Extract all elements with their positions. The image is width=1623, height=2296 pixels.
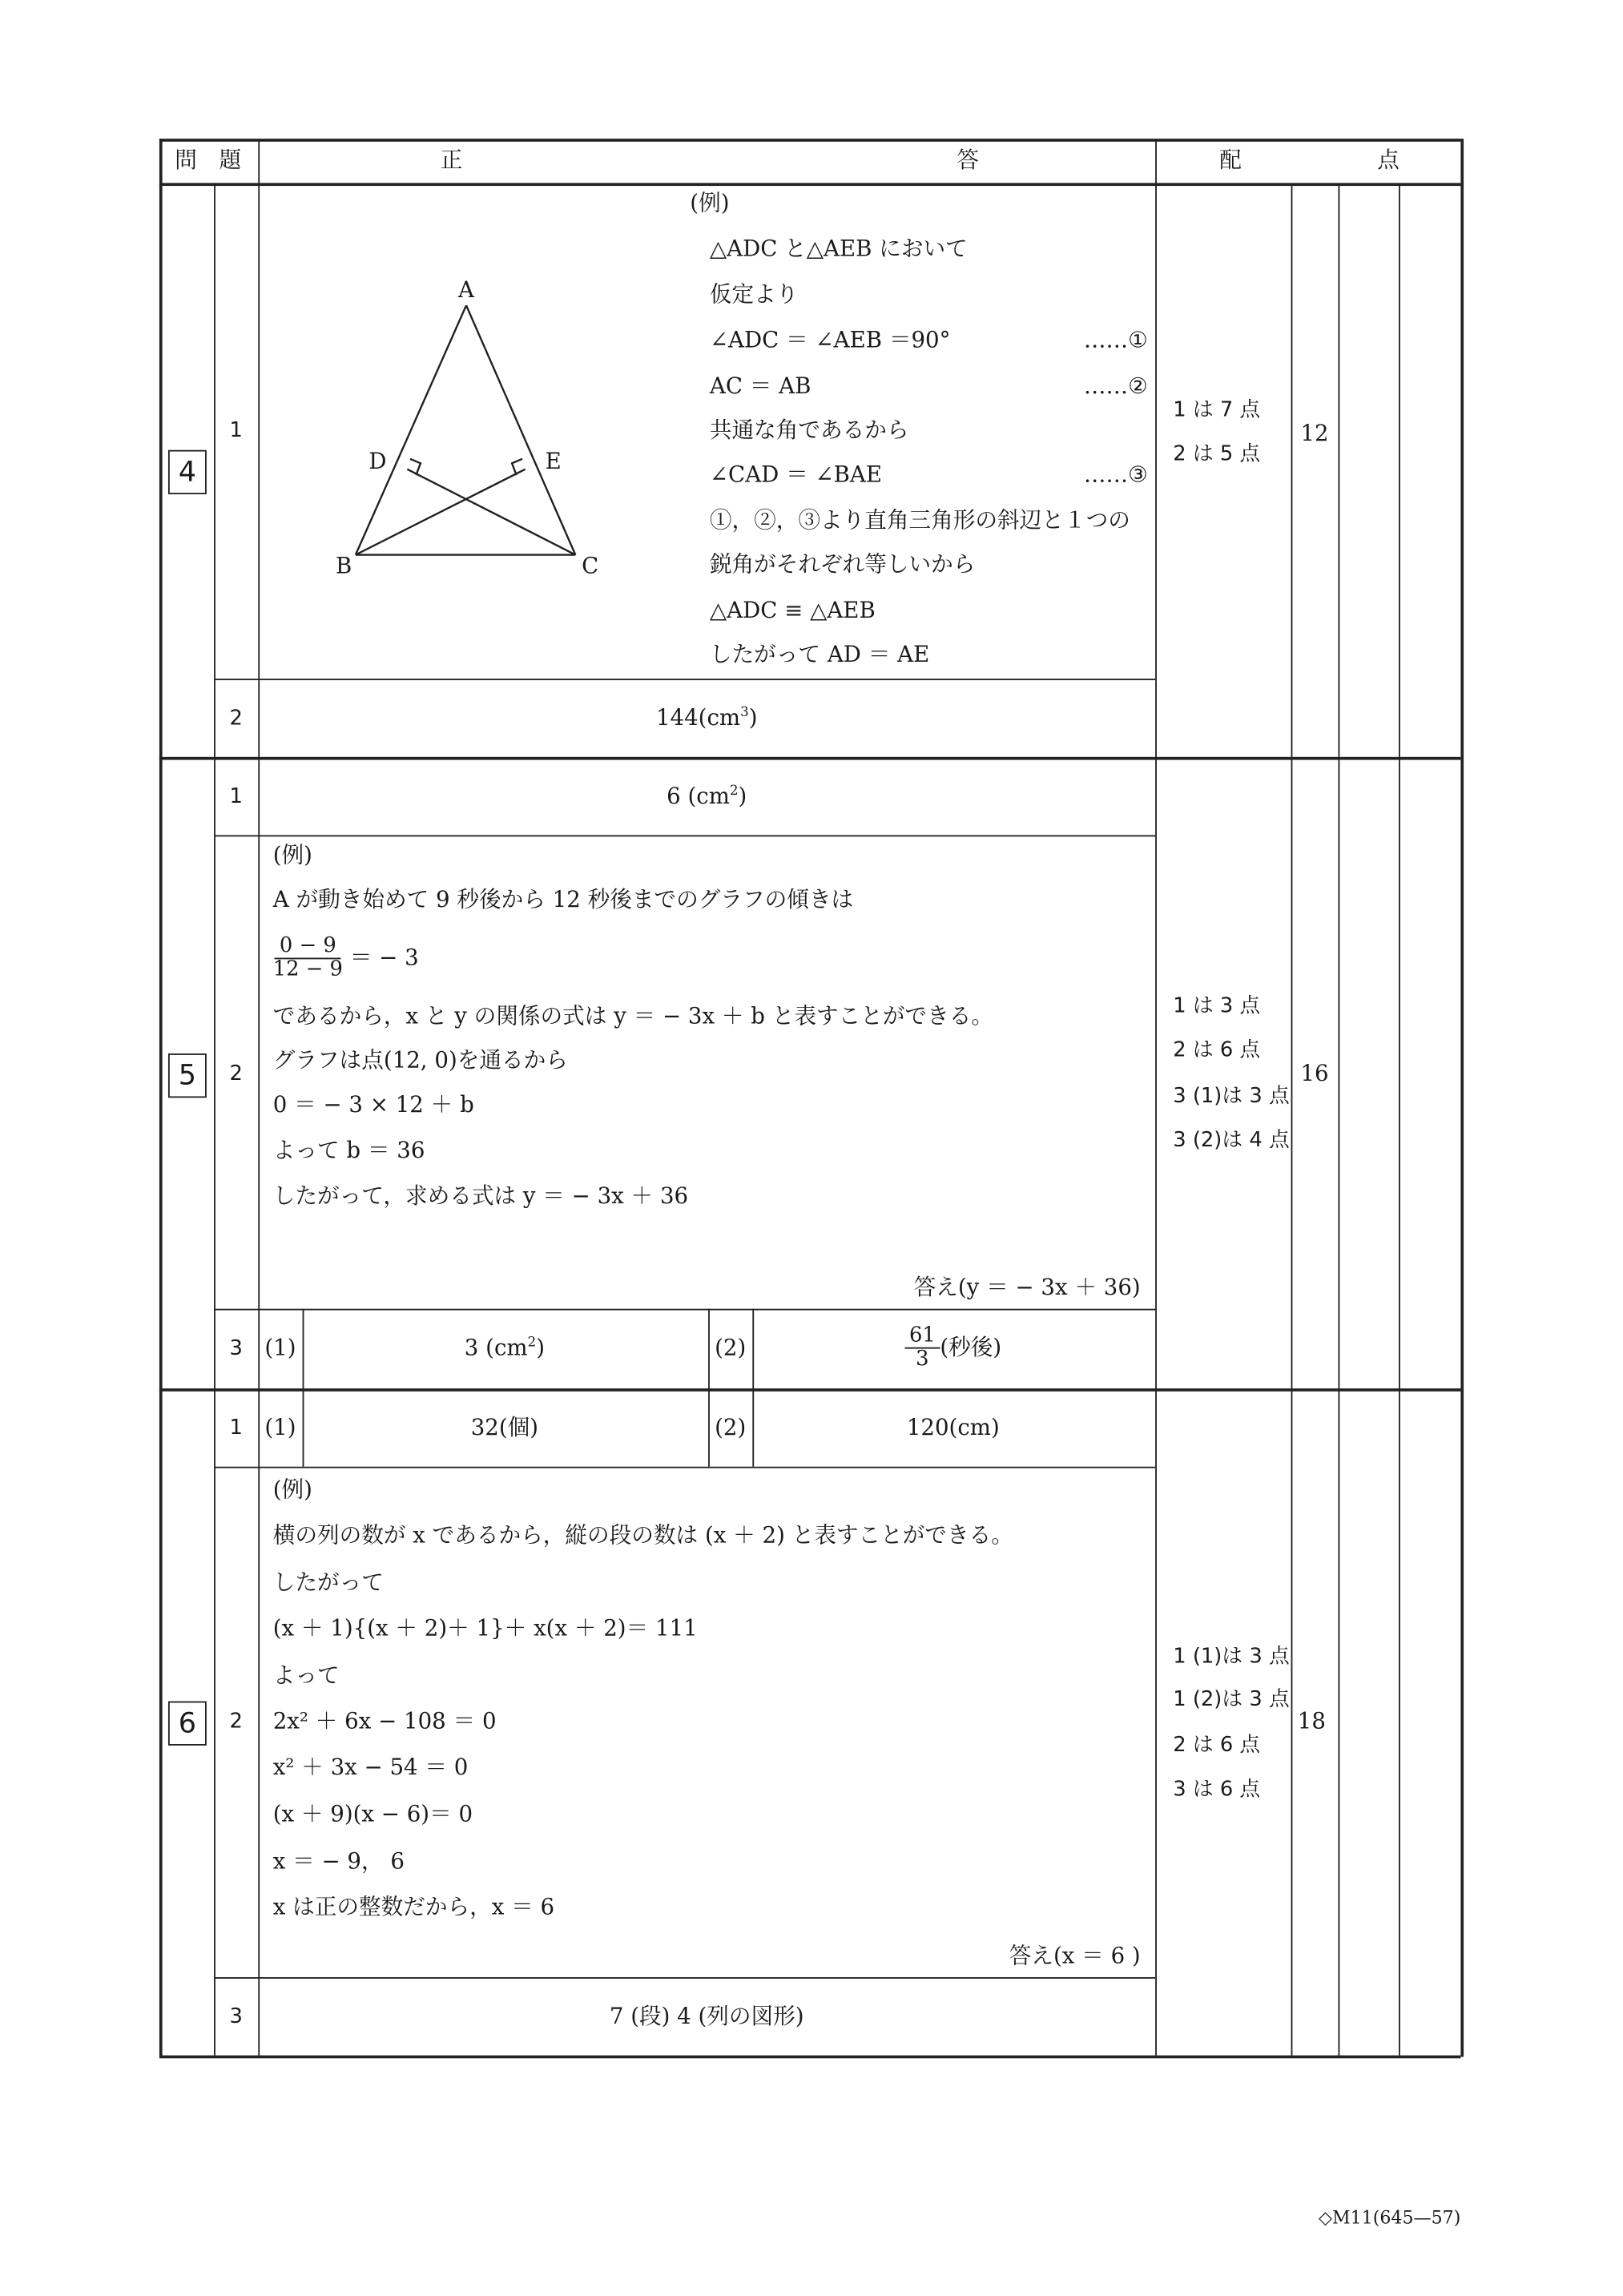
solution-line: x ＝ − 9， 6 bbox=[272, 1847, 405, 1875]
proof-line: したがって AD ＝ AE bbox=[709, 641, 930, 668]
sub-part-label: (1) bbox=[264, 1334, 296, 1362]
proof-line: ∠CAD ＝ ∠BAE bbox=[709, 461, 883, 488]
fraction bbox=[273, 936, 343, 983]
proof-line: ∠ADC ＝ ∠AEB ＝90° bbox=[709, 326, 951, 354]
total-points: 12 bbox=[1300, 419, 1329, 447]
answer-text: ) bbox=[738, 783, 747, 810]
answer-text: 6 (cm bbox=[667, 783, 730, 810]
numerator: 0 − 9 bbox=[275, 936, 340, 960]
col-line bbox=[303, 1388, 304, 1467]
numerator: 61 bbox=[904, 1325, 940, 1349]
answer-text: 3 (cm bbox=[464, 1334, 528, 1362]
equation-mark: ……① bbox=[1083, 326, 1148, 354]
sub-part-label: (2) bbox=[715, 1334, 747, 1362]
scoring-note: 1 は 3 点 bbox=[1173, 994, 1261, 1018]
scoring-note: 3 (2)は 4 点 bbox=[1173, 1128, 1290, 1153]
scoring-note: 2 は 6 点 bbox=[1173, 1734, 1261, 1758]
scoring-note: 1 は 7 点 bbox=[1173, 398, 1261, 422]
header-sei: 正 bbox=[440, 147, 463, 174]
answer bbox=[667, 783, 747, 810]
answer: 32(個) bbox=[470, 1414, 539, 1441]
solution-line: (x ＋ 1){(x ＋ 2)＋ 1}＋ x(x ＋ 2)＝ 111 bbox=[272, 1614, 698, 1642]
answer bbox=[904, 1325, 1001, 1372]
example-label: (例) bbox=[690, 189, 730, 216]
header-mondai: 問 題 bbox=[175, 147, 242, 174]
segment-be bbox=[356, 469, 526, 555]
proof-line: 鋭角がそれぞれ等しいから bbox=[709, 550, 976, 578]
solution-line: したがって bbox=[272, 1569, 384, 1596]
solution-line: グラフは点(12, 0)を通るから bbox=[272, 1046, 568, 1073]
sub-part-label: (1) bbox=[264, 1414, 296, 1441]
proof-line: AC ＝ AB bbox=[709, 373, 812, 400]
solution-line: 2x² ＋ 6x − 108 ＝ 0 bbox=[272, 1707, 497, 1735]
scoring-note: 3 は 6 点 bbox=[1173, 1778, 1261, 1802]
proof-line: 共通な角であるから bbox=[709, 417, 909, 444]
header-hai: 配 bbox=[1219, 147, 1242, 174]
fraction bbox=[904, 1325, 940, 1372]
part-number: 3 bbox=[229, 1336, 243, 1361]
table-border-bottom bbox=[159, 2056, 1460, 2059]
answer-exponent: 2 bbox=[527, 1335, 537, 1351]
total-points: 18 bbox=[1297, 1707, 1326, 1735]
row-line bbox=[214, 1309, 1155, 1311]
vertex-label-c: C bbox=[582, 552, 599, 579]
side-ab bbox=[356, 305, 466, 554]
scoring-note: 3 (1)は 3 点 bbox=[1173, 1084, 1290, 1109]
solution-line: x は正の整数だから，x ＝ 6 bbox=[272, 1893, 555, 1921]
scoring-note: 2 は 6 点 bbox=[1173, 1038, 1261, 1063]
section-number-5: 5 bbox=[168, 1053, 207, 1098]
part-number: 2 bbox=[229, 1062, 243, 1086]
answer: 120(cm) bbox=[906, 1414, 1000, 1441]
vertex-label-a: A bbox=[458, 276, 474, 304]
total-points: 16 bbox=[1300, 1060, 1329, 1087]
solution-line: したがって，求める式は y ＝ − 3x ＋ 36 bbox=[272, 1182, 689, 1210]
proof-line: △ADC と△AEB において bbox=[709, 235, 968, 262]
answer-exponent: 2 bbox=[729, 783, 739, 800]
col-line bbox=[708, 1388, 710, 1467]
answer-exponent: 3 bbox=[740, 706, 749, 721]
section-number-4: 4 bbox=[168, 450, 207, 494]
solution-line: 0 ＝ − 3 × 12 ＋ b bbox=[272, 1091, 474, 1118]
proof-line: ①，②，③より直角三角形の斜辺と１つの bbox=[709, 506, 1130, 534]
solution-line: よって bbox=[272, 1662, 340, 1689]
solution-line: 横の列の数が x であるから，縦の段の数は (x ＋ 2) と表すことができる。 bbox=[272, 1521, 1013, 1549]
solution-line: A が動き始めて 9 秒後から 12 秒後までのグラフの傾きは bbox=[272, 886, 854, 913]
segment-cd bbox=[407, 469, 575, 555]
part-number: 1 bbox=[229, 784, 243, 809]
vertex-label-e: E bbox=[545, 447, 562, 475]
part-number: 2 bbox=[229, 1710, 243, 1734]
part-number: 1 bbox=[229, 419, 243, 443]
answer bbox=[655, 704, 758, 731]
header-ten: 点 bbox=[1377, 147, 1399, 174]
solution-line: x² ＋ 3x − 54 ＝ 0 bbox=[272, 1753, 469, 1781]
scoring-note: 1 (1)は 3 点 bbox=[1173, 1645, 1290, 1670]
solution-fraction-line bbox=[273, 936, 419, 983]
example-label: (例) bbox=[272, 1476, 312, 1503]
solution-line: であるから，x と y の関係の式は y ＝ − 3x ＋ b と表すことができる。 bbox=[272, 1002, 994, 1029]
part-number: 1 bbox=[229, 1416, 243, 1440]
vertex-label-b: B bbox=[335, 552, 352, 579]
section-divider bbox=[159, 1388, 1460, 1392]
answer: 7 (段) 4 (列の図形) bbox=[609, 2003, 804, 2030]
solution-line: (x ＋ 9)(x − 6)＝ 0 bbox=[272, 1800, 473, 1828]
row-line bbox=[214, 1467, 1155, 1468]
vertex-label-d: D bbox=[368, 447, 387, 475]
row-line bbox=[214, 1977, 1155, 1979]
footer-code: ◇M11(645—57) bbox=[1318, 2207, 1461, 2229]
final-answer: 答え(y ＝ − 3x ＋ 36) bbox=[913, 1274, 1141, 1301]
col-line bbox=[752, 1388, 754, 1467]
equation-mark: ……② bbox=[1083, 373, 1148, 400]
proof-line: △ADC ≡ △AEB bbox=[709, 597, 876, 624]
fraction-result: ＝ − 3 bbox=[349, 944, 419, 971]
proof-line: 仮定より bbox=[709, 280, 799, 308]
col-line bbox=[752, 1309, 754, 1388]
answer-text: ) bbox=[748, 704, 758, 731]
final-answer: 答え(x ＝ 6 ) bbox=[1009, 1942, 1141, 1969]
answer-text: ) bbox=[536, 1334, 545, 1362]
example-label: (例) bbox=[272, 841, 312, 868]
equation-mark: ……③ bbox=[1083, 461, 1148, 488]
side-ac bbox=[466, 305, 575, 554]
sub-part-label: (2) bbox=[715, 1414, 747, 1441]
answer bbox=[464, 1334, 545, 1362]
solution-line: よって b ＝ 36 bbox=[272, 1137, 425, 1164]
part-number: 2 bbox=[229, 707, 243, 731]
answer-unit: (秒後) bbox=[940, 1333, 1002, 1361]
denominator: 3 bbox=[916, 1347, 929, 1372]
answer-text: 144(cm bbox=[655, 704, 741, 731]
scoring-note: 1 (2)は 3 点 bbox=[1173, 1688, 1290, 1712]
denominator: 12 − 9 bbox=[272, 958, 343, 982]
col-line bbox=[708, 1309, 710, 1388]
part-number: 3 bbox=[229, 2005, 243, 2029]
col-line bbox=[303, 1309, 304, 1388]
scoring-note: 2 は 5 点 bbox=[1173, 442, 1261, 467]
section-number-6: 6 bbox=[168, 1702, 207, 1746]
header-tou: 答 bbox=[956, 147, 980, 174]
